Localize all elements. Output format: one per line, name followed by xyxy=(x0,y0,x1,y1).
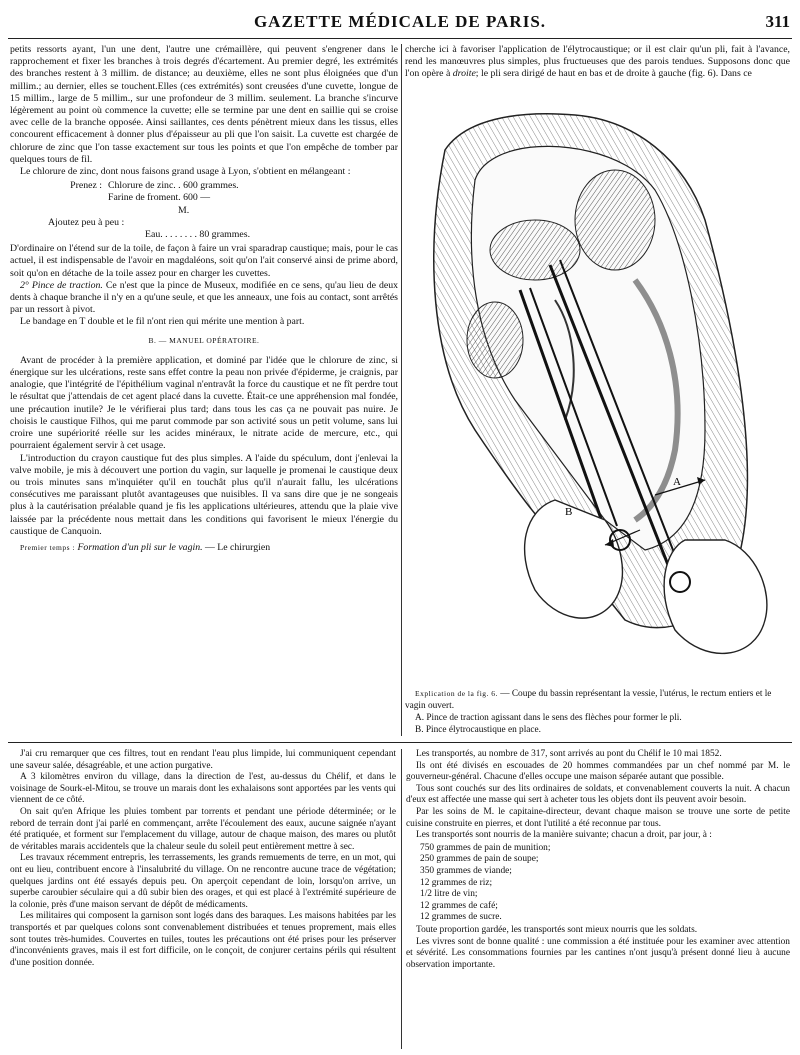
paragraph: L'introduction du crayon caustique fut des plus simples. A l'aide du spéculum, dont j'enlevai la valve mobile, je mis à découvert une portion du vagin, sur laquelle je promenai le caustique deux ou trois minutes sans m'inquiéter qu'il en touchât plus qu'il n'aurait fallu, les ulcérations consécutives me paraissant plutôt avantageuses que nuisibles. Il va sans dire que je ne songeais plus à la cautérisation préalable quand je fis les applications ultérieures, attendu que la plaie vive laissée par la précédente nous mettait dans les conditions qui favorisent le mieux l'énergie du caustique de Canquoin. xyxy=(10,452,398,537)
header-rule xyxy=(8,38,792,39)
paragraph: Avant de procéder à la première application, et dominé par l'idée que le chlorure de zinc, si énergique sur les ulcérations, reste sans effet contre la peau non privée d'épiderme, je craignis, par analogie, que l'intégrité de l'épithélium vaginal n'entravât la force du caustique et ne fît perdre tout le résultat que j'attendais de cet agent placé dans la cuvette. Était-ce une appréhension mal fondée, une précaution inutile? Je le vérifierai plus tard; dans tous les cas ça ne pouvait pas nuire. Je choisis le caustique Filhos, qui me parut commode par son activité sous un petit volume, sans lui croire une supériorité réelle sur les acides minéraux, le nitrate acide de mercure, etc., qui pourraient également servir à cet usage. xyxy=(10,354,398,452)
organ-vessie xyxy=(490,220,580,280)
paragraph: D'ordinaire on l'étend sur de la toile, de façon à faire un vrai sparadrap caustique; mais, pour le cas actuel, il est indispensable de l'avoir en magdaléons, soit qu'on l'ait conservé ainsi de prime abord, soit qu'on en détache de la toile assez pour en charger les cuvettes. xyxy=(10,243,398,279)
paragraph: petits ressorts ayant, l'un une dent, l'autre une crémaillère, qui peuvent s'engrener dans le rapprochement et fixer les branches à trois degrés d'écartement. Au premier degré, les extrémités des branches restent à 3 millim. de distance; au deuxième, elles ne sont plus éloignées que d'un millim.; au dernier, elles se touchent.Elles (ces extrémités) sont creusées d'une cuvette, longue de 15 millim., large de 5 millim., sur une profondeur de 3 millim. seulement. La branche s'incurve légèrement au point où commence la cuvette; elle se termine par une dent en saillie qui se croise avec celle de la branche opposée. Ainsi saillantes, ces dents pénètrent mieux dans les tissus, elles concourent efficacement à donner plus d'épaisseur au pli que l'on saisit. La cuvette est chargée de chlorure de zinc que l'on tasse exactement sur tous les points et que l'on empêche de tomber par quelques tours de fil. xyxy=(10,44,398,165)
paragraph: cherche ici à favoriser l'application de l'élytrocaustique; or il est clair qu'un pli, fait à l'avance, rend les manœuvres plus simples, plus fructueuses que des parois tendues. Supposons donc que l'on opère à droite; le pli sera dirigé de haut en bas et de droite à gauche (fig. 6). Dans ce xyxy=(405,44,790,80)
recipe-line: Eau. . . . . . . . 80 grammes. xyxy=(145,229,251,241)
paragraph: A 3 kilomètres environ du village, dans la direction de l'est, au-dessus du Chélif, et dans le voisinage de Sourk-el-Mitou, se trouve un marais dont les exhalaisons sont apportées par les vents qui viennent de ce côté. xyxy=(10,772,396,806)
recipe-prenez: Prenez : xyxy=(70,180,102,192)
figure-label-b: B xyxy=(565,506,573,518)
left-column xyxy=(10,44,398,736)
list-item: 350 grammes de viande; xyxy=(420,865,512,876)
ration-list xyxy=(406,843,790,924)
column-divider xyxy=(401,44,402,736)
section-title: Formation d'un pli sur le vagin. xyxy=(77,541,203,553)
list-item: 12 grammes de riz; xyxy=(420,877,493,888)
list-item: 12 grammes de sucre. xyxy=(420,912,502,923)
paragraph: J'ai cru remarquer que ces filtres, tout en rendant l'eau plus limpide, lui communiquent cependant une saveur salée, désagréable, et une action purgative. xyxy=(10,749,396,771)
caption-item: A. Pince de traction agissant dans le sens des flèches pour former le pli. xyxy=(415,713,682,723)
paragraph: Les militaires qui composent la garnison sont logés dans des baraques. Les maisons habitées par les transportés et par quelques colons sont convenablement distribuées et tenues proprement, mais elles sont toutes très-humides. Couvertes en tuiles, toutes les précautions ont été prises pour les préserver d'inconvénients graves, mais il est fort difficile, on le conçoit, de conjurer certains périls qui résultent d'une position donnée. xyxy=(10,911,396,968)
paragraph: Le chlorure de zinc, dont nous faisons grand usage à Lyon, s'obtient en mélangeant : xyxy=(20,166,351,178)
section-lead: 2° Pince de traction. xyxy=(20,279,103,291)
subheading: B. — MANUEL OPÉRATOIRE. xyxy=(148,335,260,345)
hand-right xyxy=(664,540,767,653)
paragraph: Premier temps : Formation d'un pli sur le vagin. — Le chirurgien xyxy=(20,541,271,553)
list-item: 1/2 litre de vin; xyxy=(420,889,478,900)
paragraph: Les transportés, au nombre de 317, sont arrivés au pont du Chélif le 10 mai 1852. xyxy=(416,749,722,759)
list-item: 750 grammes de pain de munition; xyxy=(420,842,551,853)
paragraph: Le bandage en T double et le fil n'ont rien qui mérite une mention à part. xyxy=(20,316,305,328)
organ-uterus xyxy=(575,170,655,270)
page-header xyxy=(0,6,800,36)
section-rule xyxy=(8,742,792,743)
list-item: 12 grammes de café; xyxy=(420,900,498,911)
right-column xyxy=(405,44,790,96)
paragraph: 2° Pince de traction. Ce n'est que la pince de Museux, modifiée en ce sens, qu'au lieu de deux dents à chaque branche il n'y en a qu'une seule, et que les anneaux, une fois au contact, sont arrêtés par un ressort à pivot. xyxy=(10,279,398,316)
paragraph: Les vivres sont de bonne qualité : une commission a été instituée pour les examiner avec attention et sévérité. Les consommations fournies par les cantines n'ont jusqu'à présent donné lieu à aucune observation importante. xyxy=(406,936,790,970)
caption-lead: Explication de la fig. 6. xyxy=(415,689,498,698)
bottom-right-column xyxy=(406,749,790,1049)
paragraph: Par les soins de M. le capitaine-directeur, devant chaque maison se trouve une sorte de petite cuisine construite en pierres, et dont l'utilité a été reconnue par tous. xyxy=(406,806,790,829)
bottom-left-column xyxy=(10,749,396,1049)
recipe-line: Farine de froment. 600 — xyxy=(108,192,211,204)
figure-pelvis-section xyxy=(405,100,790,680)
section-lead: Premier temps : xyxy=(20,542,75,552)
figure-caption: Explication de la fig. 6. — Coupe du bassin représentant la vessie, l'utérus, le rectum entiers et le vagin ouvert. A. Pince de traction agissant dans le sens des flèches pour former le pli. B. Pince élytrocaustique en place. xyxy=(405,688,790,736)
recipe-line: Chlorure de zinc. . 600 grammes. xyxy=(108,180,239,192)
caption-item: B. Pince élytrocaustique en place. xyxy=(415,725,541,735)
column-divider xyxy=(401,749,402,1049)
paragraph: Toute proportion gardée, les transportés sont mieux nourris que les soldats. xyxy=(416,924,698,935)
paragraph: Les travaux récemment entrepris, les terrassements, les grands remuements de terre, en un mot, qui ont eu lieu, contribuent encore à l'insalubrité du village. On ne rencontre aucune trace de végétation; quelques jardins ont été essayés depuis peu. On aperçoit cependant de loin, lorsqu'on arrive, un superbe caroubier séculaire qui a dû subir bien des orages, et qui est placé à l'extrémité supérieure de la colonie, près d'une maison servant de dépôt de médicaments. xyxy=(10,853,396,910)
recipe-ajoutez: Ajoutez peu à peu : xyxy=(48,216,125,228)
recipe-m: M. xyxy=(178,204,190,216)
figure-label-a: A xyxy=(673,476,681,488)
recipe xyxy=(10,180,398,241)
paragraph: Les transportés sont nourris de la manière suivante; chacun a droit, par jour, à : xyxy=(416,830,712,841)
paragraph: On sait qu'en Afrique les pluies tombent par torrents et pendant une période déterminée; or le rebord de terrain dont j'ai parlé en commençant, arrête l'écoulement des eaux, aucune saignée n'ayant été pratiquée, et forment sur l'emplacement du village, autour de chaque maison, des mares ou plutôt de véritables marais accidentels que la chaleur seule du soleil peut entièrement mettre à sec. xyxy=(10,806,396,852)
paragraph: Tous sont couchés sur des lits ordinaires de soldats, et convenablement couverts la nuit. A chacun d'eux est affectée une masse qui sert à acheter tous les objets dont ils peuvent avoir besoin. xyxy=(406,783,790,806)
list-item: 250 grammes de pain de soupe; xyxy=(420,854,539,865)
page-number: 311 xyxy=(765,12,790,31)
paragraph: Ils ont été divisés en escouades de 20 hommes commandées par un chef nommé par M. le gouverneur-général. Chacune d'elles occupe une maison séparée autant que possible. xyxy=(406,760,790,783)
journal-title: GAZETTE MÉDICALE DE PARIS. xyxy=(253,12,547,31)
